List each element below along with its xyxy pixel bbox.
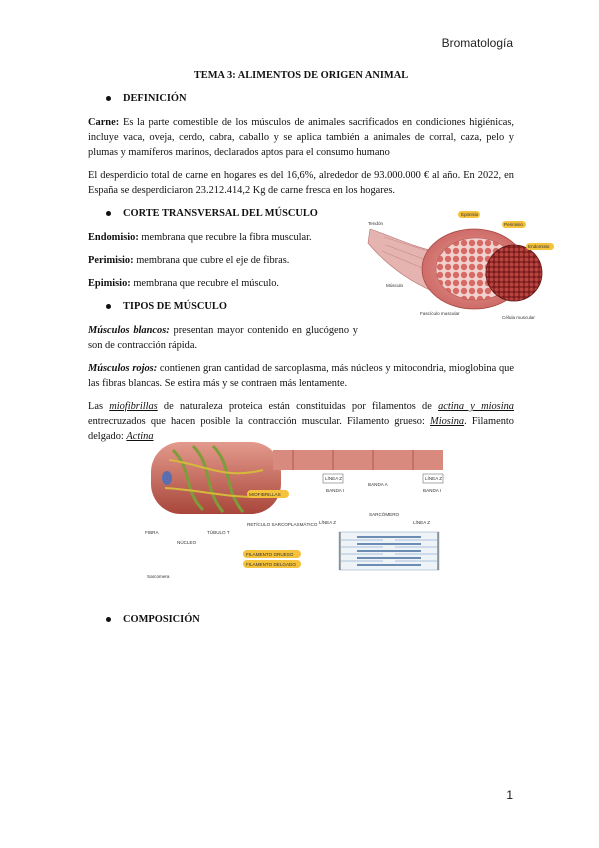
label-epimisio: Epimisio: [461, 212, 479, 217]
label-celula: Célula muscular: [502, 315, 535, 320]
label-filamento-grueso: FILAMENTO GRUESO: [246, 552, 294, 557]
paragraph-desperdicio: El desperdicio total de carne en hogares es del 16,6%, alrededor de 93.000.000 € al año. En 2022, en España se desperdiciaron 23.212.414,2 Kg de carne fresca en los hogares.: [88, 170, 514, 196]
text-fragment: entrecruzados que hacen posible la contracción muscular. Filamento grueso:: [88, 416, 431, 427]
nucleus-shape: [162, 471, 172, 485]
term-carne: Carne:: [88, 117, 120, 128]
label-banda-a: BANDA A: [368, 482, 388, 487]
bullet-icon: [106, 617, 111, 622]
text-blancos: presentan mayor contenido en glucógeno y son de contracción rápida.: [88, 325, 359, 351]
term-actina-miosina: actina y miosina: [438, 401, 514, 412]
bullet-icon: [106, 304, 111, 309]
term-miosina: Miosina: [430, 416, 465, 427]
paragraph-miofibrillas: [88, 399, 514, 444]
term-perimisio: Perimisio:: [88, 255, 134, 266]
section-label: DEFINICIÓN: [123, 93, 187, 104]
paragraph-rojos: [88, 361, 514, 391]
text-endomisio: membrana que recubre la fibra muscular.: [138, 232, 312, 243]
label-linea-z-4: LÍNEA Z: [413, 520, 431, 525]
paragraph-blancos: [88, 323, 358, 353]
term-epimisio: Epimisio:: [88, 278, 131, 289]
paragraph-carne: [88, 115, 514, 160]
label-sarcomero: SARCÓMERO: [369, 512, 400, 517]
label-perimisio: Perimisio: [504, 222, 523, 227]
section-heading-composicion: [88, 612, 514, 627]
label-reticulo: RETÍCULO SARCOPLASMÁTICO: [247, 522, 318, 527]
section-heading-definicion: [88, 91, 514, 106]
term-miofibrillas: miofibrillas: [109, 401, 158, 412]
term-blancos: Músculos blancos:: [88, 325, 170, 336]
muscle-cell-shape: [486, 245, 542, 301]
sarcomere-filaments: [339, 532, 439, 570]
paragraph-endomisio: [88, 230, 358, 245]
bullet-icon: [106, 96, 111, 101]
term-actina: Actina: [126, 431, 154, 442]
label-tendon: Tendón: [368, 221, 384, 226]
label-linea-z-3: LÍNEA Z: [319, 520, 337, 525]
label-fibra: FIBRA: [145, 530, 159, 535]
label-banda-i-1: BANDA I: [326, 488, 345, 493]
text-rojos: contienen gran cantidad de sarcoplasma, más núcleos y mitocondria, mioglobina que las fibras blancas. Se estira más y se contraen más lentamente.: [88, 363, 514, 389]
section-label: TIPOS DE MÚSCULO: [123, 301, 227, 312]
muscle-cross-section-figure: [364, 207, 554, 323]
label-tubulo: TÚBULO T: [207, 530, 230, 535]
sarcomere-figure: [143, 440, 461, 580]
label-linea-z-2: LÍNEA Z: [425, 476, 443, 481]
term-rojos: Músculos rojos:: [88, 363, 158, 374]
section-label: COMPOSICIÓN: [123, 614, 200, 625]
label-musculo: Músculo: [386, 283, 404, 288]
paragraph-epimisio: [88, 276, 358, 291]
paragraph-perimisio: [88, 253, 358, 268]
label-fasciculo: Fascículo muscular: [420, 311, 460, 316]
text-carne: Es la parte comestible de los músculos de animales sacrificados en condiciones higiénicas, incluye vaca, oveja, cerdo, cabra, caballo y se aplica también a animales de corral, caza, pelo y plumas y mamíferos marinos, declarados aptos para el consumo humano: [88, 117, 514, 158]
page-header-subject: Bromatología: [441, 36, 513, 50]
label-endomisio: Endomisio: [528, 244, 550, 249]
text-epimisio: membrana que recubre el músculo.: [130, 278, 280, 289]
text-perimisio: membrana que cubre el eje de fibras.: [133, 255, 290, 266]
label-sarcomera: Sarcomera: [147, 574, 170, 579]
label-miofibrillas: MIOFIBRILLAS: [249, 492, 281, 497]
page-title: TEMA 3: ALIMENTOS DE ORIGEN ANIMAL: [193, 70, 409, 81]
label-linea-z-1: LÍNEA Z: [325, 476, 343, 481]
bullet-icon: [106, 211, 111, 216]
text-fragment: de naturaleza proteica están constituidas por filamentos de: [157, 401, 439, 412]
page-number: 1: [506, 788, 513, 802]
text-fragment: . Filamento delgado:: [88, 416, 514, 442]
label-nucleo: NÚCLEO: [177, 540, 197, 545]
section-label: CORTE TRANSVERSAL DEL MÚSCULO: [123, 208, 318, 219]
label-banda-i-2: BANDA I: [423, 488, 442, 493]
text-fragment: Las: [88, 401, 110, 412]
label-filamento-delgado: FILAMENTO DELGADO: [246, 562, 296, 567]
term-endomisio: Endomisio:: [88, 232, 139, 243]
